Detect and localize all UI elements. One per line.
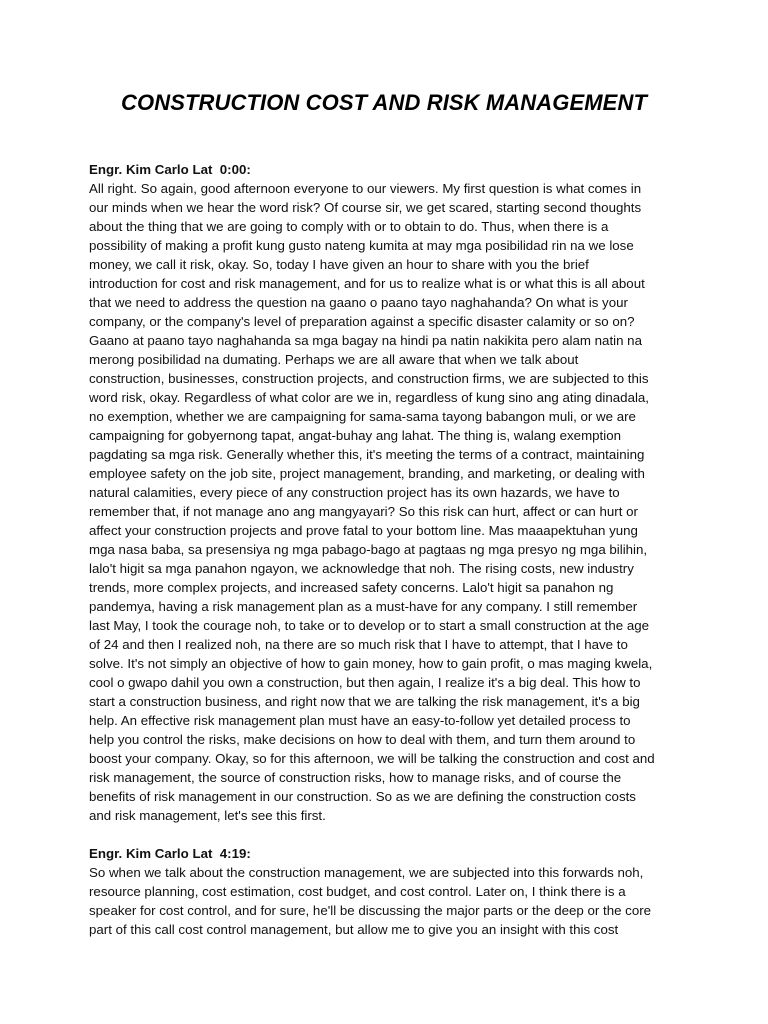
text-line: boost your company. Okay, so for this afternoon, we will be talking the construction and cost and xyxy=(89,751,655,766)
text-line: pandemya, having a risk management plan as a must-have for any company. I still remember xyxy=(89,599,638,614)
text-line: cool o gwapo dahil you own a construction, but then again, I realize it's a big deal. This how to xyxy=(89,675,641,690)
text-line: company, or the company's level of preparation against a specific disaster calamity or so on? xyxy=(89,314,635,329)
text-line: word risk, okay. Regardless of what color are we in, regardless of kung sino ang ating dinadala, xyxy=(89,390,650,405)
text-line: solve. It's not simply an objective of how to gain money, how to gain profit, o mas maging kwela, xyxy=(89,656,653,671)
text-line: introduction for cost and risk management, and for us to realize what is or what this is all about xyxy=(89,276,645,291)
text-line: employee safety on the job site, project management, branding, and marketing, or dealing with xyxy=(89,466,645,481)
transcript-body xyxy=(89,160,689,958)
text-line: So when we talk about the construction management, we are subjected into this forwards noh, xyxy=(89,865,644,880)
text-line: possibility of making a profit kung gusto nateng kumita at may mga posibilidad rin na we lose xyxy=(89,238,634,253)
text-line: help you control the risks, make decisions on how to deal with them, and turn them around to xyxy=(89,732,636,747)
section-text xyxy=(89,179,689,825)
text-line: All right. So again, good afternoon everyone to our viewers. My first question is what comes in xyxy=(89,181,642,196)
text-line: campaigning for gobyernong tapat, angat-buhay ang lahat. The thing is, walang exemption xyxy=(89,428,621,443)
text-line: our minds when we hear the word risk? Of course sir, we get scared, starting second thoughts xyxy=(89,200,642,215)
text-line: of 24 and then I realized noh, na there are so much risk that I have to attempt, that I have to xyxy=(89,637,628,652)
text-line: trends, more complex projects, and increased safety concerns. Lalo't higit sa panahon ng xyxy=(89,580,614,595)
text-line: construction, businesses, construction projects, and construction firms, we are subjected to this xyxy=(89,371,649,386)
text-line: last May, I took the courage noh, to take or to develop or to start a small construction at the age xyxy=(89,618,650,633)
text-line: lalo't higit sa mga panahon ngayon, we acknowledge that noh. The rising costs, new industry xyxy=(89,561,634,576)
text-line: that we need to address the question na gaano o paano tayo naghahanda? On what is your xyxy=(89,295,628,310)
text-line: part of this call cost control management, but allow me to give you an insight with this cost xyxy=(89,922,619,937)
text-line: money, we call it risk, okay. So, today I have given an hour to share with you the brief xyxy=(89,257,589,272)
text-line: affect your construction projects and prove fatal to your bottom line. Mas maaapektuhan yung xyxy=(89,523,638,538)
speaker-label: Engr. Kim Carlo Lat 0:00: xyxy=(89,162,251,177)
text-line: about the thing that we are going to comply with or to obtain to do. Thus, when there is a xyxy=(89,219,609,234)
text-line: pagdating sa mga risk. Generally whether this, it's meeting the terms of a contract, maintaining xyxy=(89,447,645,462)
text-line: start a construction business, and right now that we are talking the risk management, it's a big xyxy=(89,694,640,709)
section-text xyxy=(89,863,689,939)
text-line: resource planning, cost estimation, cost budget, and cost control. Later on, I think there is a xyxy=(89,884,626,899)
text-line: risk management, the source of construction risks, how to manage risks, and of course the xyxy=(89,770,622,785)
transcript-section xyxy=(89,844,689,939)
text-line: mga nasa baba, sa presensiya ng mga pabago-bago at pagtaas ng mga presyo ng mga bilihin, xyxy=(89,542,648,557)
speaker-label: Engr. Kim Carlo Lat 4:19: xyxy=(89,846,251,861)
text-line: benefits of risk management in our construction. So as we are defining the construction costs xyxy=(89,789,636,804)
text-line: merong posibilidad na dumating. Perhaps we are all aware that when we talk about xyxy=(89,352,579,367)
text-line: no exemption, whether we are campaigning for sama-sama tayong babangon muli, or we are xyxy=(89,409,636,424)
text-line: natural calamities, every piece of any construction project has its own hazards, we have to xyxy=(89,485,620,500)
text-line: and risk management, let's see this first. xyxy=(89,808,326,823)
transcript-section xyxy=(89,160,689,825)
text-line: speaker for cost control, and for sure, he'll be discussing the major parts or the deep or the core xyxy=(89,903,652,918)
document-title: CONSTRUCTION COST AND RISK MANAGEMENT xyxy=(121,90,647,115)
text-line: help. An effective risk management plan must have an easy-to-follow yet detailed process to xyxy=(89,713,631,728)
text-line: remember that, if not manage ano ang mangyayari? So this risk can hurt, affect or can hurt or xyxy=(89,504,638,519)
text-line: Gaano at paano tayo naghahanda sa mga bagay na hindi pa natin nakikita pero alam natin na xyxy=(89,333,642,348)
